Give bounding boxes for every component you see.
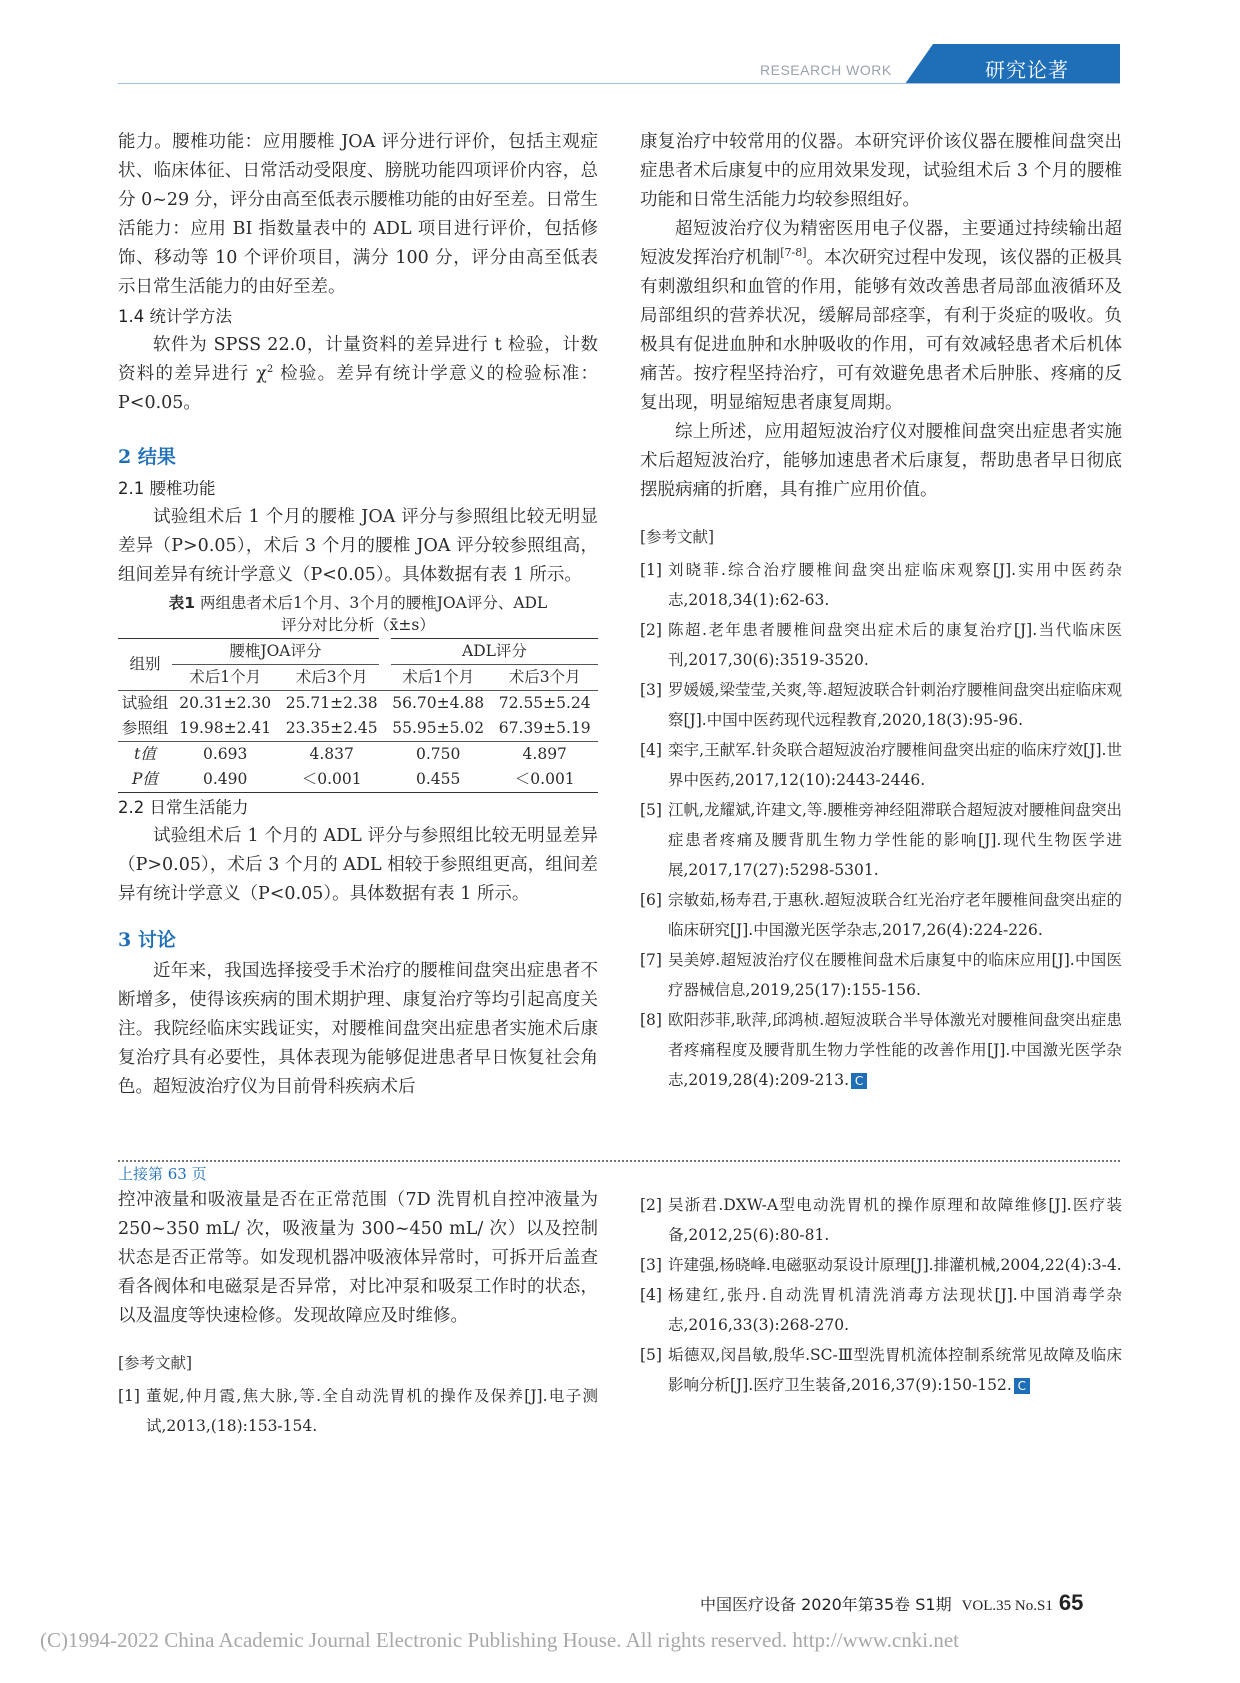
references-heading: [参考文献] [640,528,715,546]
table-row: 试验组 20.31±2.30 25.71±2.38 56.70±4.88 72.55±5.24 [121,694,591,712]
section-heading-results: 2 结果 [118,446,176,468]
reference-item: [4] 栾宇,王献军.针灸联合超短波治疗腰椎间盘突出症的临床疗效[J].世界中医药,2017,12(10):2443-2446. [640,741,1122,789]
subheading-2-2: 2.2 日常生活能力 [118,798,249,817]
end-mark-icon: C [1014,1378,1030,1394]
paragraph: 控冲液量和吸液量是否在正常范围（7D 洗胃机自控冲液量为 250~350 mL/ 次，吸液量为 300~450 mL/ 次）以及控制状态是否正常等。如发现机器冲吸液体异常时，可拆开后盖查看各阀体和电磁泵是否异常，对比冲泵和吸泵工作时的状态，以及温度等快速检修。发现故障应及时维修。 [118,1190,598,1326]
references-heading: [参考文献] [118,1354,193,1372]
reference-item: [6] 宗敏茹,杨寿君,于惠秋.超短波联合红光治疗老年腰椎间盘突出症的临床研究[J].中国激光医学杂志,2017,26(4):224-226. [640,891,1122,939]
paragraph: 超短波治疗仪为精密医用电子仪器，主要通过持续输出超短波发挥治疗机制[7-8]。本次研究过程中发现，该仪器的正极具有刺激组织和血管的作用，能够有效改善患者局部血液循环及局部组织的营养状况，缓解局部痉挛，有利于炎症的吸收。负极具有促进血肿和水肿吸收的作用，可有效减轻患者术后机体痛苦。按疗程坚持治疗，可有效避免患者术后肿胀、疼痛的反复出现，明显缩短患者康复周期。 [640,219,1123,413]
table-row: 参照组 19.98±2.41 23.35±2.45 55.95±5.02 67.39±5.19 [118,716,598,742]
paragraph: 试验组术后 1 个月的腰椎 JOA 评分与参照组比较无明显差异（P>0.05），术后 3 个月的腰椎 JOA 评分较参照组高，组间差异有统计学意义（P<0.05）。具体数据有表 1 所示。 [118,507,598,585]
section-label-en: RESEARCH WORK [760,62,892,78]
reference-item: [5] 江帆,龙耀斌,许建文,等.腰椎旁神经阻滞联合超短波对腰椎间盘突出症患者疼痛及腰背肌生物力学性能的影响[J].现代生物医学进展,2017,17(27):5298-5301. [640,801,1122,879]
journal-info: 中国医疗设备 2020年第35卷 S1期 [700,1595,952,1614]
reference-item: [2] 陈超.老年患者腰椎间盘突出症术后的康复治疗[J].当代临床医刊,2017,30(6):3519-3520. [640,621,1122,669]
paragraph: 软件为 SPSS 22.0，计量资料的差异进行 t 检验，计数资料的差异进行 $\chi^2$ 检验。差异有统计学意义的检验标准：P<0.05。 [118,335,598,413]
paragraph: 近年来，我国选择接受手术治疗的腰椎间盘突出症患者不断增多，使得该疾病的围术期护理、康复治疗等均引起高度关注。我院经临床实践证实，对腰椎间盘突出症患者实施术后康复治疗具有必要性，具体表现为能够促进患者早日恢复社会角色。超短波治疗仪为目前骨科疾病术后 [118,961,598,1097]
paragraph: 综上所述，应用超短波治疗仪对腰椎间盘突出症患者实施术后超短波治疗，能够加速患者术后康复，帮助患者早日彻底摆脱病痛的折磨，具有推广应用价值。 [640,422,1122,500]
reference-item: [7] 吴美婷.超短波治疗仪在腰椎间盘术后康复中的临床应用[J].中国医疗器械信息,2019,25(17):155-156. [640,951,1122,999]
table-caption: 表1 两组患者术后1个月、3个月的腰椎JOA评分、ADL [168,594,548,612]
section-divider [118,1160,1120,1162]
reference-item: [1] 刘晓菲.综合治疗腰椎间盘突出症临床观察[J].实用中医药杂志,2018,34(1):62-63. [640,561,1122,609]
page-number: 65 [1058,1590,1084,1615]
section-heading-discussion: 3 讨论 [118,929,176,951]
copyright-watermark: (C)1994-2022 China Academic Journal Electronic Publishing House. All rights reserved. http://www.cnki.net [40,1628,959,1652]
table-row: P值 0.490 ＜0.001 0.455 ＜0.001 [118,767,598,793]
left-column [118,128,598,1102]
paragraph: 试验组术后 1 个月的 ADL 评分与参照组比较无明显差异（P>0.05），术后 3 个月的 ADL 相较于参照组更高，组间差异有统计学意义（P<0.05）。具体数据有表 1 所示。 [118,826,598,904]
continued-label: 上接第 63 页 [118,1165,207,1183]
section-label-cn: 研究论著 [985,58,1069,82]
reference-item: [5] 垢德双,闵昌敏,殷华.SC-Ⅲ型洗胃机流体控制系统常见故障及临床影响分析[J].医疗卫生装备,2016,37(9):150-152. C [640,1346,1122,1394]
table-header: 术后3个月 [295,668,368,686]
table-header: ADL评分 [385,639,598,665]
continued-left-column [118,1186,598,1441]
table-header: 术后1个月 [189,668,262,686]
header-divider [118,83,1120,84]
table-caption-line2: 评分对比分析（x̄±s） [281,616,435,634]
end-mark-icon: C [851,1073,867,1089]
continued-right-column [640,1190,1122,1400]
table-row: t值 0.693 4.837 0.750 4.897 [134,745,567,763]
table-header: 术后1个月 [402,668,475,686]
right-column [640,128,1122,1095]
table-1 [118,592,598,793]
reference-item: [4] 杨建红,张丹.自动洗胃机清洗消毒方法现状[J].中国消毒学杂志,2016,33(3):268-270. [640,1286,1122,1334]
subheading-2-1: 2.1 腰椎功能 [118,479,216,498]
table-header: 术后3个月 [508,668,581,686]
paragraph: 能力。腰椎功能：应用腰椎 JOA 评分进行评价，包括主观症状、临床体征、日常活动受限度、膀胱功能四项评价内容，总分 0~29 分，评分由高至低表示腰椎功能的由好至差。日常生活能力：应用 BI 指数量表中的 ADL 项目进行评价，包括修饰、移动等 10 个评价项目，满分 100 分，评分由高至低表示日常生活能力的由好至差。 [118,132,598,297]
reference-item: [1] 董妮,仲月霞,焦大脉,等.全自动洗胃机的操作及保养[J].电子测试,2013,(18):153-154. [118,1387,598,1435]
reference-item: [3] 罗媛媛,梁莹莹,关爽,等.超短波联合针刺治疗腰椎间盘突出症临床观察[J].中国中医药现代远程教育,2020,18(3):95-96. [640,681,1122,729]
table-header: 组别 [118,639,172,691]
subheading-1-4: 1.4 统计学方法 [118,307,232,326]
reference-item: [3] 许建强,杨晓峰.电磁驱动泵设计原理[J].排灌机械,2004,22(4):3-4. [640,1256,1122,1274]
volume-info: VOL.35 No.S1 [961,1598,1053,1614]
page-footer [700,1590,1083,1616]
reference-item: [8] 欧阳莎菲,耿萍,邱鸿桢.超短波联合半导体激光对腰椎间盘突出症患者疼痛程度及腰背肌生物力学性能的改善作用[J].中国激光医学杂志,2019,28(4):209-213. C [640,1011,1122,1089]
reference-item: [2] 吴浙君.DXW-A型电动洗胃机的操作原理和故障维修[J].医疗装备,2012,25(6):80-81. [640,1196,1122,1244]
paragraph: 康复治疗中较常用的仪器。本研究评价该仪器在腰椎间盘突出症患者术后康复中的应用效果发现，试验组术后 3 个月的腰椎功能和日常生活能力均较参照组好。 [640,132,1122,210]
table-header: 腰椎JOA评分 [172,639,385,665]
